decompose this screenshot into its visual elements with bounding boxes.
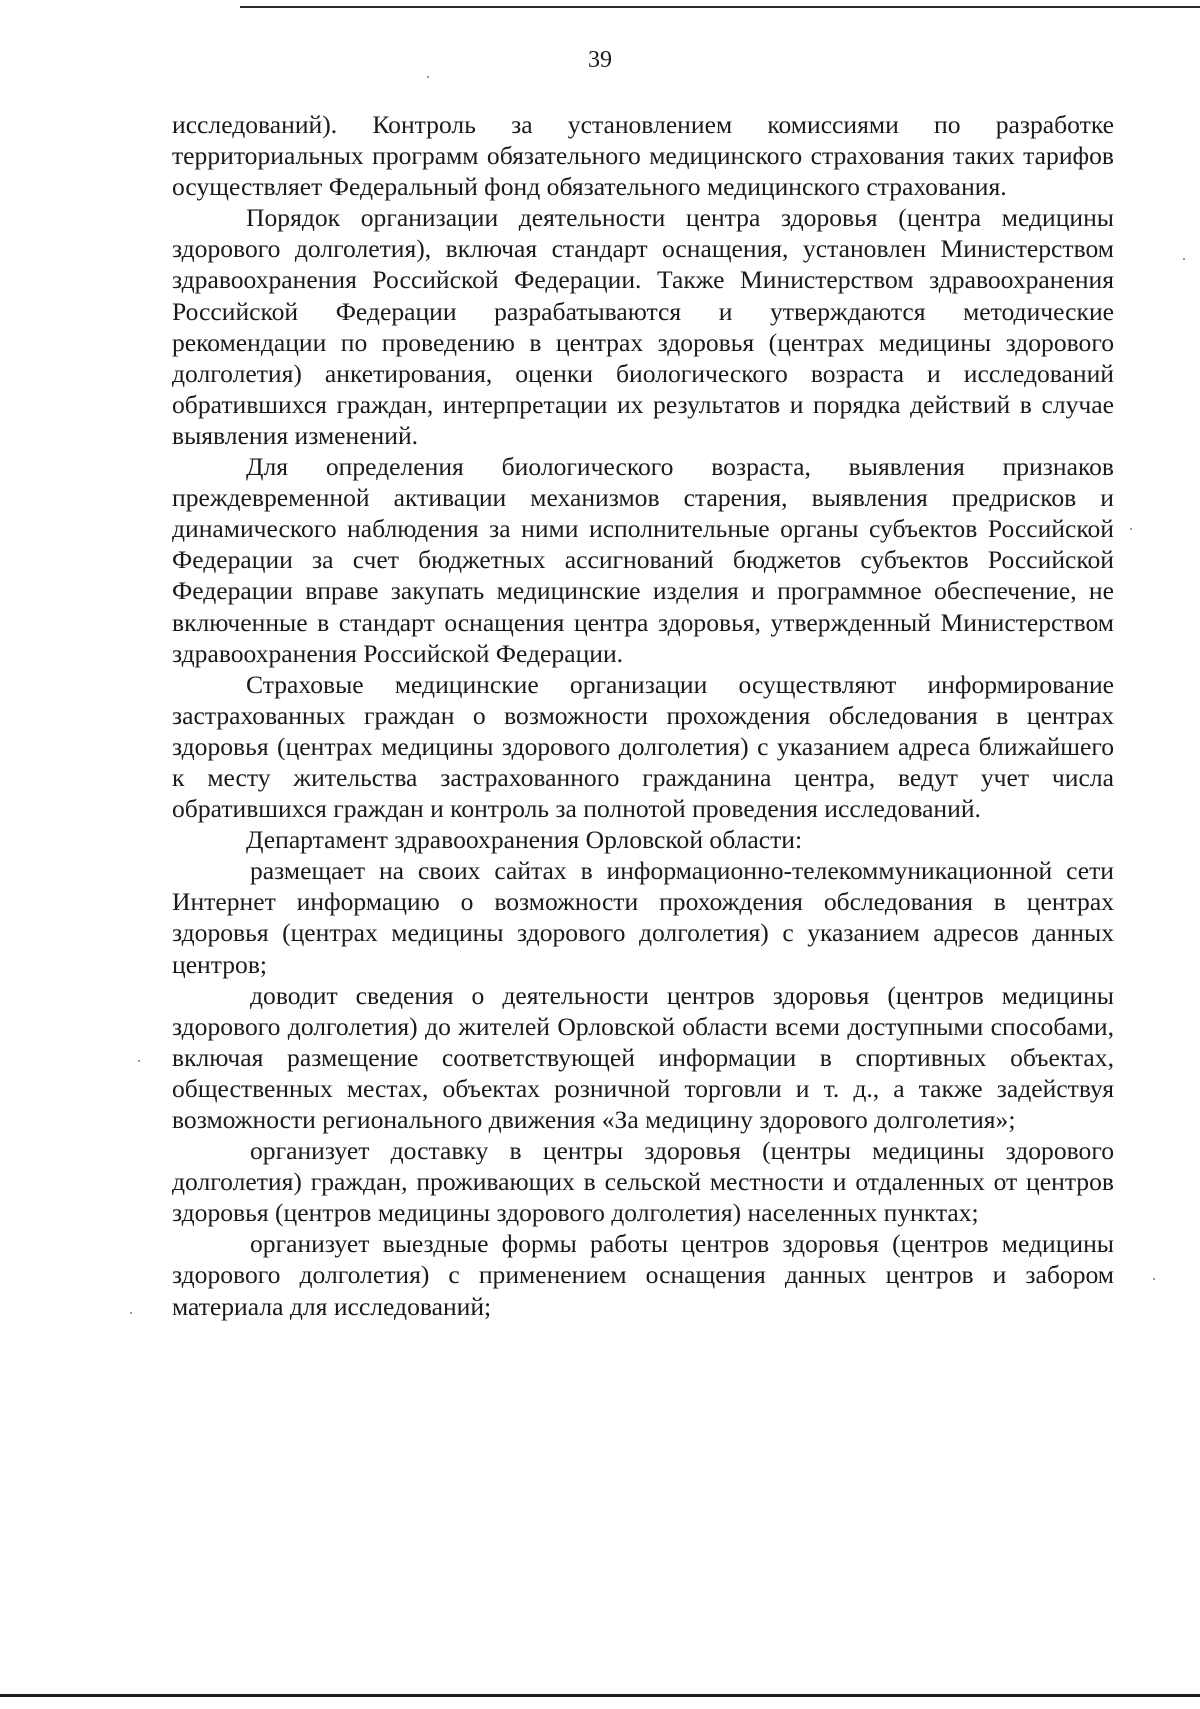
scan-speck (1183, 258, 1185, 260)
paragraph-department-heading: Департамент здравоохранения Орловской области: (246, 825, 803, 855)
scan-speck (138, 1060, 140, 1062)
paragraph-insurance-organizations: Страховые медицинские организации осуществляют информирование застрахованных граждан о возможности прохождения обследования в центрах здоровья (центрах медицины здорового долголетия) с указанием адреса ближайшего к месту жительства застрахованного гражданина центра, ведут учет числа обратившихся граждан и контроль за полнотой проведения исследований. (172, 669, 1114, 824)
scan-speck (1130, 528, 1132, 530)
list-item-mobile-work: организует выездные формы работы центров здоровья (центров медицины здорового долголетия) с применением оснащения данных центров и забором материала для исследований; (172, 1229, 1114, 1321)
scan-speck (1153, 1278, 1155, 1280)
scan-speck (427, 76, 429, 78)
paragraph-continuation: исследований). Контроль за установлением комиссиями по разработке территориальных программ обязательного медицинского страхования таких тарифов осуществляет Федеральный фонд обязательного медицинского страхования. (172, 110, 1114, 202)
top-border-line (240, 6, 1200, 8)
document-body (172, 109, 1114, 1322)
paragraph-health-center-order: Порядок организации деятельности центра здоровья (центра медицины здорового долголетия), включая стандарт оснащения, установлен Министерством здравоохранения Российской Федерации. Также Министерством здравоохранения Российской Федерации разрабатываются и утверждаются методические рекомендации по проведению в центрах здоровья (центрах медицины здорового долголетия) анкетирования, оценки биологического возраста и исследований обратившихся граждан, интерпретации их результатов и порядка действий в случае выявления изменений. (172, 203, 1114, 450)
list-item-delivery: организует доставку в центры здоровья (центры медицины здорового долголетия) граждан, проживающих в сельской местности и отдаленных от центров здоровья (центров медицины здорового долголетия) населенных пунктах; (172, 1136, 1114, 1228)
scan-speck (130, 1312, 132, 1314)
paragraph-biological-age: Для определения биологического возраста, выявления признаков преждевременной активации механизмов старения, выявления предрисков и динамического наблюдения за ними исполнительные органы субъектов Российской Федерации за счет бюджетных ассигнований бюджетов субъектов Российской Федерации вправе закупать медицинские изделия и программное обеспечение, не включенные в стандарт оснащения центра здоровья, утвержденный Министерством здравоохранения Российской Федерации. (172, 452, 1114, 668)
page-number: 39 (588, 47, 612, 73)
list-item-website-info: размещает на своих сайтах в информационно-телекоммуникационной сети Интернет информацию о возможности прохождения обследования в центрах здоровья (центрах медицины здорового долголетия) с указанием адресов данных центров; (172, 856, 1114, 979)
bottom-border-line (0, 1694, 1200, 1697)
list-item-inform-residents: доводит сведения о деятельности центров здоровья (центров медицины здорового долголетия) до жителей Орловской области всеми доступными способами, включая размещение соответствующей информации в спортивных объектах, общественных местах, объектах розничной торговли и т. д., а также задействуя возможности регионального движения «За медицину здорового долголетия»; (172, 980, 1114, 1134)
